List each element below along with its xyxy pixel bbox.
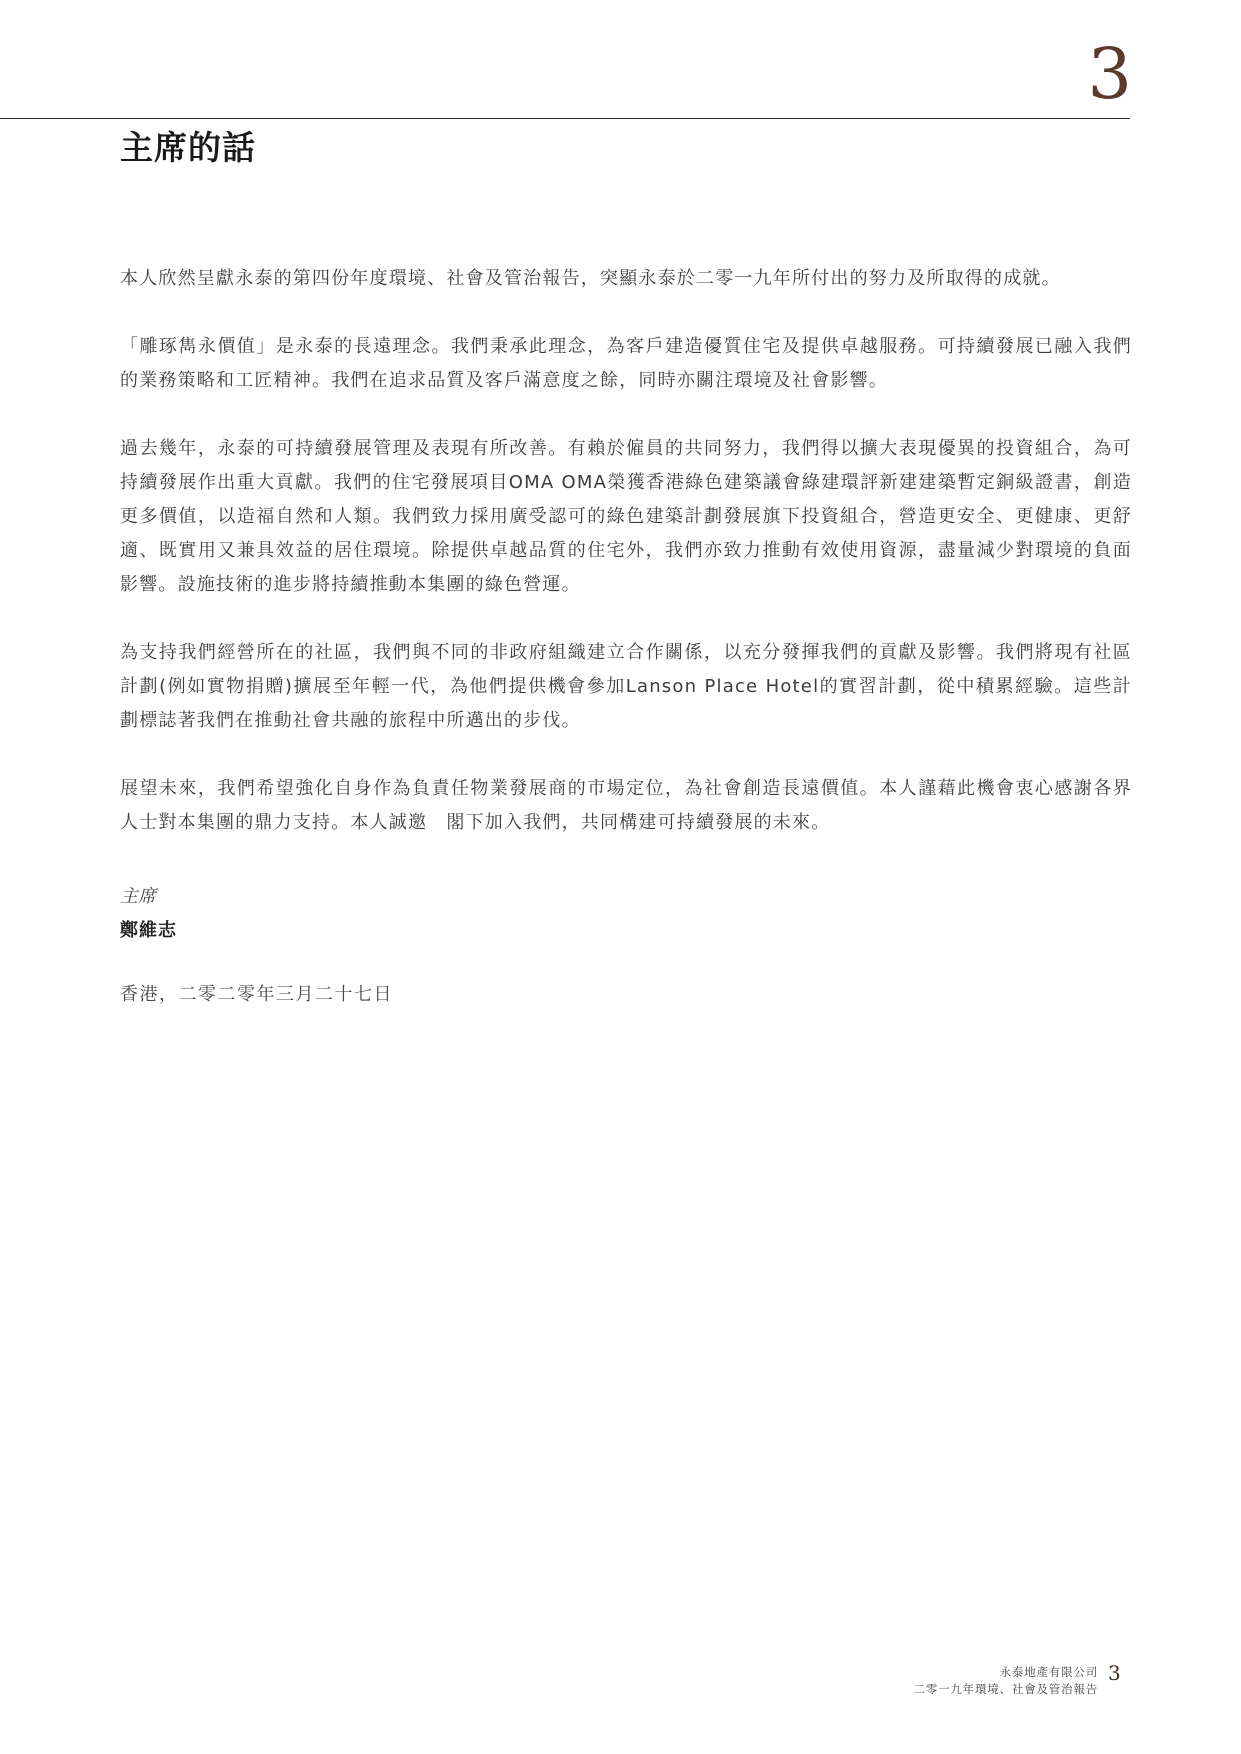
footer-page-number: 3 — [1108, 1661, 1121, 1685]
letter-body — [120, 262, 1132, 874]
section-number: 3 — [1087, 33, 1132, 115]
footer-company: 永泰地產有限公司 — [999, 1665, 1098, 1679]
paragraph-community: 為支持我們經營所在的社區，我們與不同的非政府組織建立合作關係，以充分發揮我們的貢獻及影響。我們將現有社區計劃(例如實物捐贈)擴展至年輕一代，為他們提供機會參加Lanson Place Hotel的實習計劃，從中積累經驗。這些計劃標誌著我們在推動社會共融的旅程中所邁出的步伐。 — [120, 642, 1132, 731]
signature-name: 鄭維志 — [120, 920, 177, 941]
paragraph-outlook: 展望未來，我們希望強化自身作為負責任物業發展商的市場定位，為社會創造長遠價值。本人謹藉此機會衷心感謝各界人士對本集團的鼎力支持。本人誠邀 閣下加入我們，共同構建可持續發展的未來。 — [120, 778, 1132, 833]
page-title: 主席的話 — [120, 128, 256, 167]
paragraph-sustainability: 過去幾年，永泰的可持續發展管理及表現有所改善。有賴於僱員的共同努力，我們得以擴大表現優異的投資組合，為可持續發展作出重大貢獻。我們的住宅發展項目OMA OMA榮獲香港綠色建築議會綠建環評新建建築暫定銅級證書，創造更多價值，以造福自然和人類。我們致力採用廣受認可的綠色建築計劃發展旗下投資組合，營造更安全、更健康、更舒適、既實用又兼具效益的居住環境。除提供卓越品質的住宅外，我們亦致力推動有效使用資源，盡量減少對環境的負面影響。設施技術的進步將持續推動本集團的綠色營運。 — [120, 438, 1132, 595]
footer — [820, 1664, 1098, 1698]
footer-report-title: 二零一九年環境、社會及管治報告 — [913, 1682, 1098, 1696]
signature-role: 主席 — [120, 886, 156, 907]
paragraph-philosophy: 「雕琢雋永價值」是永泰的長遠理念。我們秉承此理念，為客戶建造優質住宅及提供卓越服務。可持續發展已融入我們的業務策略和工匠精神。我們在追求品質及客戶滿意度之餘，同時亦關注環境及社會影響。 — [120, 336, 1132, 391]
signature-place-date: 香港，二零二零年三月二十七日 — [120, 984, 393, 1005]
paragraph-intro: 本人欣然呈獻永泰的第四份年度環境、社會及管治報告，突顯永泰於二零一九年所付出的努力及所取得的成就。 — [120, 268, 1061, 289]
header-divider — [0, 118, 1130, 119]
